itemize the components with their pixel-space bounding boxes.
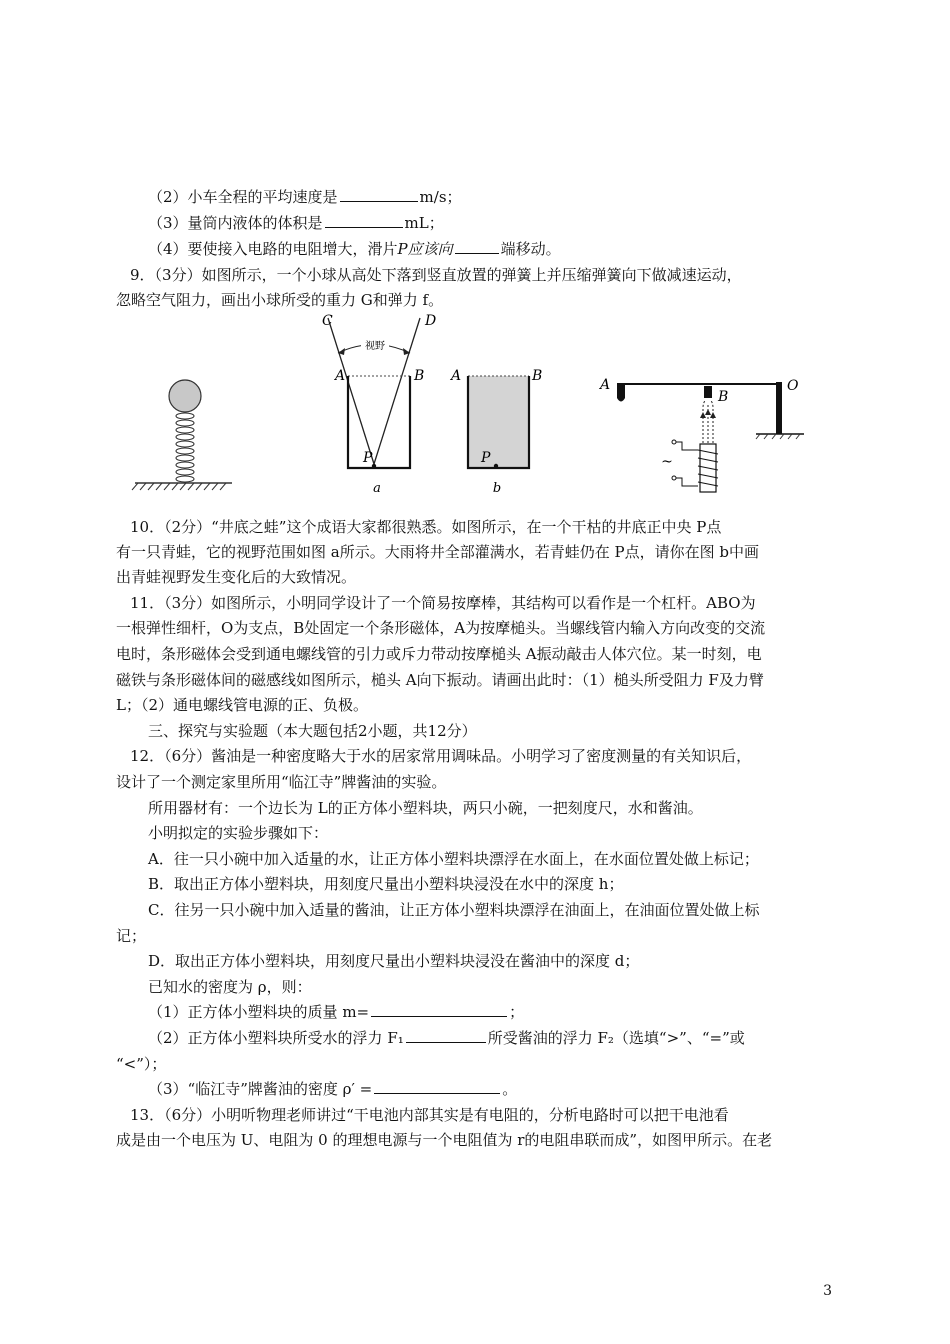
q12-step-a: A．往一只小碗中加入适量的水，让正方体小塑料块漂浮在水面上，在水面位置处做上标记； <box>148 850 759 868</box>
ground-hatch <box>132 483 226 490</box>
q11-line3: 电时，条形磁体会受到通电螺线管的引力或斥力带动按摩槌头 A振动敲击人体穴位。某一时刻，电 <box>116 645 762 663</box>
q12-step-d: D．取出正方体小塑料块，用刻度尺量出小塑料块浸没在酱油中的深度 d； <box>148 952 640 970</box>
label-a-b: A <box>451 368 462 384</box>
q9-line1: 9．（3分）如图所示，一个小球从高处下落到竖直放置的弹簧上并压缩弹簧向下做减速运动， <box>130 266 742 284</box>
q11-line2: 一根弹性细杆，O为支点，B处固定一个条形磁体，A为按摩槌头。当螺线管内输入方向改变的交流 <box>116 619 766 637</box>
label-p-b: P <box>481 450 491 466</box>
q11-line1: 11．（3分）如图所示，小明同学设计了一个简易按摩棒，其结构可以看作是一个杠杆。ABO为 <box>130 594 756 612</box>
ball <box>169 380 201 412</box>
q12-step-c: C．往另一只小碗中加入适量的酱油，让正方体小塑料块漂浮在油面上，在油面位置处做上标 <box>148 901 760 919</box>
wire-top <box>676 442 698 450</box>
q12-line3: 所用器材有：一个边长为 L的正方体小塑料块，两只小碗，一把刻度尺，水和酱油。 <box>148 799 703 817</box>
q12-step-c-cont: 记； <box>116 927 147 945</box>
q10-line1: 10．（2分）“井底之蛙”这个成语大家都很熟悉。如图所示，在一个干枯的井底正中央 P点 <box>130 518 722 536</box>
caption-b: b <box>492 481 502 496</box>
q11-line5: L；（2）通电螺线管电源的正、负极。 <box>116 696 369 714</box>
well-figure-b <box>449 368 542 496</box>
ac-symbol: ~ <box>661 454 673 470</box>
q12-answer-3: （3）“临江寺”牌酱油的密度 ρ′ = 。 <box>148 1080 518 1098</box>
massager-figure <box>598 377 804 492</box>
bar-magnet <box>704 386 712 398</box>
q12-line2: 设计了一个测定家里所用“临江寺”牌酱油的实验。 <box>116 773 447 791</box>
well-walls <box>348 376 410 468</box>
q12-answer-1: （1）正方体小塑料块的质量 m= ； <box>148 1003 525 1021</box>
q13-line2: 成是由一个电压为 U、电阻为 0 的理想电源与一个电阻值为 r的电阻串联而成”，如图甲所示。在老 <box>116 1131 773 1149</box>
q9-line2: 忽略空气阻力，画出小球所受的重力 G和弹力 f。 <box>116 291 444 309</box>
label-d: D <box>425 313 437 329</box>
q8-part2: （2）小车全程的平均速度是 m/s； <box>148 188 462 206</box>
label-a-massager: A <box>600 377 611 393</box>
label-a: A <box>335 368 346 384</box>
well-figure-a <box>322 313 436 496</box>
q10-line3: 出青蛙视野发生变化后的大致情况。 <box>116 568 357 586</box>
label-c: C <box>322 313 333 329</box>
label-b-b: B <box>532 368 543 384</box>
figures-row <box>120 308 830 508</box>
q8-part4: （4）要使接入电路的电阻增大，滑片P应该向 端移动。 <box>148 240 561 258</box>
wire-bottom <box>676 478 698 486</box>
q10-line2: 有一只青蛙，它的视野范围如图 a所示。大雨将井全部灌满水，若青蛙仍在 P点，请你在图 b中画 <box>116 543 759 561</box>
spring <box>176 413 194 482</box>
well-water <box>468 376 529 468</box>
section-3-heading: 三、探究与实验题（本大题包括2小题，共12分） <box>148 722 477 740</box>
field-lines <box>703 400 713 443</box>
q12-line1: 12．（6分）酱油是一种密度略大于水的居家常用调味品。小明学习了密度测量的有关知识后， <box>130 747 752 765</box>
label-o-massager: O <box>787 378 799 394</box>
q12-step-b: B．取出正方体小塑料块，用刻度尺量出小塑料块浸没在水中的深度 h； <box>148 875 624 893</box>
spring-figure <box>132 380 232 490</box>
pivot-post <box>776 382 782 434</box>
label-b-massager: B <box>718 389 729 405</box>
view-label: 视野 <box>365 341 385 352</box>
point-p <box>372 464 376 468</box>
q12-answer-2-cont: “<”）； <box>116 1055 167 1073</box>
q12-known: 已知水的密度为 ρ，则： <box>148 978 312 996</box>
q11-line4: 磁铁与条形磁体间的磁感线如图所示，槌头 A向下振动。请画出此时：（1）槌头所受阻力 F及力臂 <box>116 671 764 689</box>
label-b: B <box>414 368 425 384</box>
caption-a: a <box>373 481 381 496</box>
q8-part3: （3）量筒内液体的体积是 mL； <box>148 214 444 232</box>
page-number: 3 <box>823 1283 832 1299</box>
q13-line1: 13．（6分）小明听物理老师讲过“干电池内部其实是有电阻的，分析电路时可以把干电池看 <box>130 1106 729 1124</box>
massage-head <box>617 384 625 398</box>
q12-answer-2: （2）正方体小塑料块所受水的浮力 F₁ 所受酱油的浮力 F₂（选填“>”、“=”或 <box>148 1029 745 1047</box>
point-p-b <box>494 464 498 468</box>
q12-line4: 小明拟定的实验步骤如下： <box>148 824 329 842</box>
label-p: P <box>363 450 373 466</box>
